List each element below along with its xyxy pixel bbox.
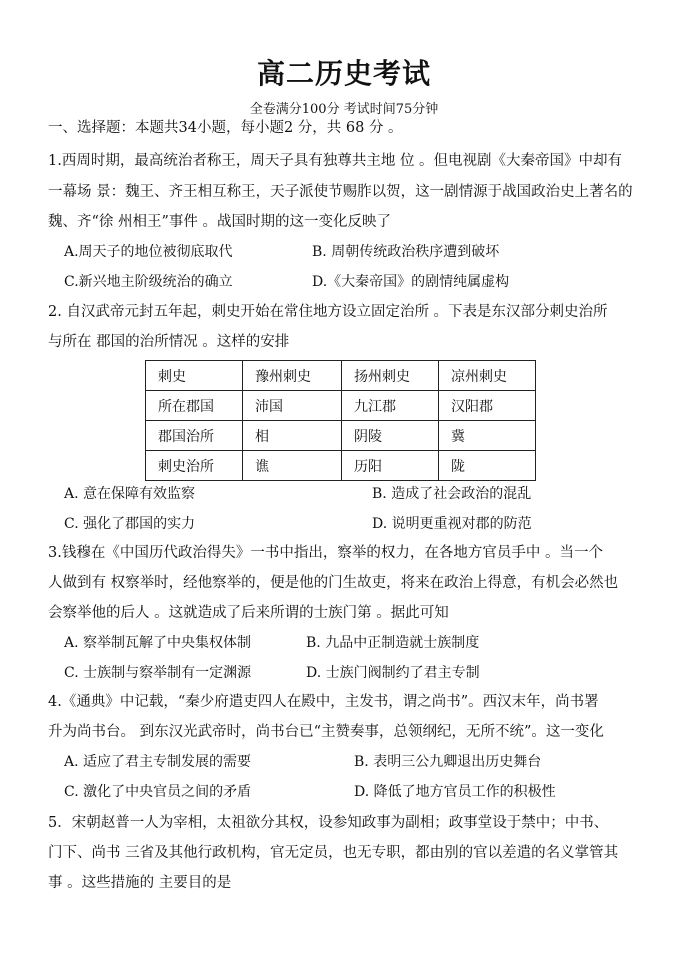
- table-cell: 陇: [439, 451, 536, 481]
- q2-option-d[interactable]: D. 说明更重视对郡的防范: [372, 516, 532, 532]
- page-title: 高二历史考试: [256, 57, 431, 90]
- q1-option-c[interactable]: C.新兴地主阶级统治的确立: [64, 274, 233, 290]
- q5-line-1: 5．宋朝赵普一人为宰相，太祖欲分其权，设参知政事为副相；政事堂设于禁中；中书、: [48, 815, 609, 831]
- q3-line-3: 会察举他的后人 。这就造成了后来所谓的士族门第 。据此可知: [48, 605, 449, 621]
- table-cell: 历阳: [342, 451, 439, 481]
- q3-line-1: 3.钱穆在《中国历代政治得失》一书中指出，察举的权力，在各地方官员手中 。当一个: [48, 545, 603, 561]
- q4-option-b[interactable]: B. 表明三公九卿退出历史舞台: [354, 754, 542, 770]
- q3-option-d[interactable]: D. 士族门阀制约了君主专制: [306, 665, 480, 681]
- table-cell: 凉州刺史: [439, 361, 536, 391]
- q1-line-2: 一幕场 景：魏王、齐王相互称王，天子派使节赐胙以贺，这一剧情源于战国政治史上著名的: [48, 184, 633, 200]
- table-cell: 豫州刺史: [243, 361, 342, 391]
- table-cell: 郡国治所: [146, 421, 243, 451]
- q2-option-b[interactable]: B. 造成了社会政治的混乱: [372, 486, 532, 502]
- table-row: [146, 421, 536, 451]
- q4-option-c[interactable]: C. 激化了中央官员之间的矛盾: [64, 784, 252, 800]
- table-cell: 九江郡: [342, 391, 439, 421]
- q1-option-b[interactable]: B. 周朝传统政治秩序遭到破坏: [312, 244, 500, 260]
- q2-line-1: 2. 自汉武帝元封五年起，刺史开始在常住地方设立固定治所 。下表是东汉部分刺史治所: [48, 304, 608, 320]
- q3-option-b[interactable]: B. 九品中正制造就士族制度: [306, 635, 480, 651]
- table-cell: 谯: [243, 451, 342, 481]
- q2-option-c[interactable]: C. 强化了郡国的实力: [64, 516, 196, 532]
- table-row: [146, 451, 536, 481]
- table-cell: 扬州刺史: [342, 361, 439, 391]
- q1-line-1: 1.西周时期，最高统治者称王，周天子具有独尊共主地 位 。但电视剧《大秦帝国》中却有: [48, 153, 623, 169]
- section-heading: 一、选择题：本题共34小题，每小题2 分，共 68 分 。: [48, 120, 403, 136]
- q5-line-2: 门下、尚书 三省及其他行政机构，官无定员，也无专职，都由别的官以差遣的名义掌管其: [48, 845, 619, 861]
- table-cell: 沛国: [243, 391, 342, 421]
- table-cell: 相: [243, 421, 342, 451]
- q3-option-a[interactable]: A. 察举制瓦解了中央集权体制: [64, 635, 252, 651]
- q1-option-d[interactable]: D.《大秦帝国》的剧情纯属虚构: [312, 274, 510, 290]
- table-cell: 汉阳郡: [439, 391, 536, 421]
- q3-line-2: 人做到有 权察举时，经他察举的，便是他的门生故吏，将来在政治上得意，有机会必然也: [48, 575, 619, 591]
- q4-option-d[interactable]: D. 降低了地方官员工作的积极性: [354, 784, 556, 800]
- table-cell: 刺史: [146, 361, 243, 391]
- table-cell: 冀: [439, 421, 536, 451]
- table-row: [146, 391, 536, 421]
- q4-line-1: 4.《通典》中记载，“秦少府遣吏四人在殿中，主发书，谓之尚书”。西汉末年，尚书署: [48, 694, 599, 710]
- q2-line-2: 与所在 郡国的治所情况 。这样的安排: [48, 334, 290, 350]
- q2-option-a[interactable]: A. 意在保障有效监察: [64, 486, 196, 502]
- q4-option-a[interactable]: A. 适应了君主专制发展的需要: [64, 754, 252, 770]
- q1-option-a[interactable]: A.周天子的地位被彻底取代: [64, 244, 233, 260]
- table-row: [146, 361, 536, 391]
- table-cell: 所在郡国: [146, 391, 243, 421]
- prefecture-table: [145, 360, 536, 481]
- table-cell: 刺史治所: [146, 451, 243, 481]
- q3-option-c[interactable]: C. 士族制与察举制有一定渊源: [64, 665, 252, 681]
- exam-info: 全卷满分100分 考试时间75分钟: [249, 102, 439, 117]
- q1-line-3: 魏、齐“徐 州相王”事件 。战国时期的这一变化反映了: [48, 214, 392, 230]
- q4-line-2: 升为尚书台。 到东汉光武帝时，尚书台已“主赞奏事，总领纲纪，无所不统”。这一变化: [48, 724, 604, 740]
- q5-line-3: 事 。这些措施的 主要目的是: [48, 875, 232, 891]
- table-cell: 阴陵: [342, 421, 439, 451]
